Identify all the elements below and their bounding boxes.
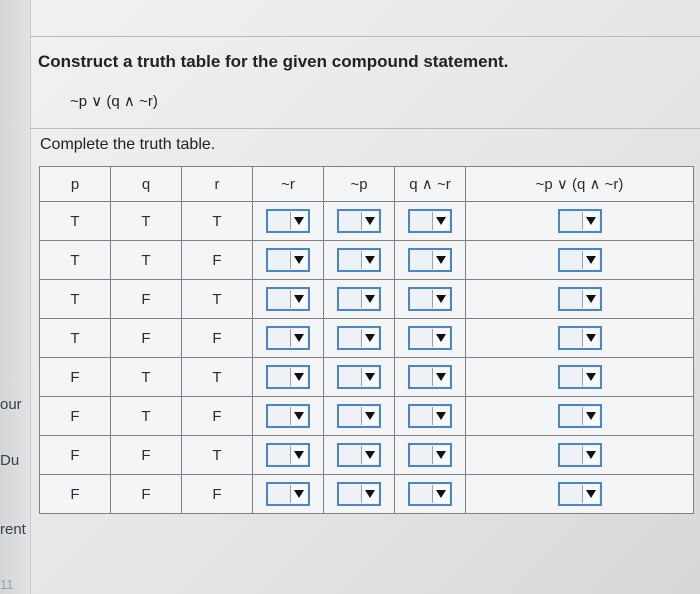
table-header-row	[40, 167, 694, 202]
cell-r: F	[182, 319, 253, 358]
chevron-down-icon	[290, 329, 307, 347]
cell-r: T	[182, 202, 253, 241]
q-and-not-r-dropdown[interactable]	[408, 209, 452, 233]
cell-p: T	[40, 241, 111, 280]
not-r-dropdown[interactable]	[266, 209, 310, 233]
chevron-down-icon	[361, 290, 378, 308]
chevron-down-icon	[361, 251, 378, 269]
chevron-down-icon	[361, 485, 378, 503]
left-panel	[0, 0, 31, 594]
compound-dropdown[interactable]	[558, 482, 602, 506]
chevron-down-icon	[582, 212, 599, 230]
not-p-dropdown[interactable]	[337, 404, 381, 428]
chevron-down-icon	[582, 290, 599, 308]
cell-q: T	[111, 358, 182, 397]
chevron-down-icon	[361, 329, 378, 347]
chevron-down-icon	[582, 446, 599, 464]
table-row	[40, 241, 694, 280]
chevron-down-icon	[432, 407, 449, 425]
chevron-down-icon	[361, 212, 378, 230]
cell-r: T	[182, 436, 253, 475]
chevron-down-icon	[361, 446, 378, 464]
cell-p: F	[40, 358, 111, 397]
question-title: Construct a truth table for the given compound statement.	[38, 52, 509, 71]
compound-dropdown[interactable]	[558, 443, 602, 467]
compound-dropdown[interactable]	[558, 326, 602, 350]
chevron-down-icon	[582, 485, 599, 503]
table-row	[40, 397, 694, 436]
cell-q: T	[111, 241, 182, 280]
q-and-not-r-dropdown[interactable]	[408, 443, 452, 467]
not-r-dropdown[interactable]	[266, 365, 310, 389]
not-p-dropdown[interactable]	[337, 248, 381, 272]
header-not-r: ~r	[253, 167, 324, 202]
cell-p: F	[40, 475, 111, 514]
cell-q: F	[111, 319, 182, 358]
not-r-dropdown[interactable]	[266, 326, 310, 350]
chevron-down-icon	[582, 368, 599, 386]
cell-r: T	[182, 358, 253, 397]
chevron-down-icon	[290, 485, 307, 503]
chevron-down-icon	[582, 329, 599, 347]
chevron-down-icon	[432, 485, 449, 503]
chevron-down-icon	[290, 368, 307, 386]
not-p-dropdown[interactable]	[337, 287, 381, 311]
compound-dropdown[interactable]	[558, 287, 602, 311]
table-row	[40, 280, 694, 319]
chevron-down-icon	[361, 407, 378, 425]
q-and-not-r-dropdown[interactable]	[408, 404, 452, 428]
left-panel-fragment-3: rent	[0, 521, 26, 538]
cell-p: T	[40, 280, 111, 319]
cell-q: F	[111, 436, 182, 475]
not-r-dropdown[interactable]	[266, 482, 310, 506]
cell-q: F	[111, 475, 182, 514]
chevron-down-icon	[432, 329, 449, 347]
q-and-not-r-dropdown[interactable]	[408, 248, 452, 272]
cell-q: T	[111, 397, 182, 436]
cell-r: T	[182, 280, 253, 319]
cell-r: F	[182, 241, 253, 280]
header-r: r	[182, 167, 253, 202]
cell-r: F	[182, 475, 253, 514]
compound-dropdown[interactable]	[558, 365, 602, 389]
compound-dropdown[interactable]	[558, 248, 602, 272]
table-row	[40, 358, 694, 397]
not-p-dropdown[interactable]	[337, 443, 381, 467]
left-panel-fragment-1: our	[0, 396, 22, 413]
not-r-dropdown[interactable]	[266, 248, 310, 272]
chevron-down-icon	[432, 446, 449, 464]
cell-p: F	[40, 397, 111, 436]
table-row	[40, 202, 694, 241]
q-and-not-r-dropdown[interactable]	[408, 365, 452, 389]
not-p-dropdown[interactable]	[337, 326, 381, 350]
cell-p: F	[40, 436, 111, 475]
chevron-down-icon	[432, 251, 449, 269]
chevron-down-icon	[290, 407, 307, 425]
not-r-dropdown[interactable]	[266, 404, 310, 428]
chevron-down-icon	[290, 251, 307, 269]
divider	[30, 36, 700, 37]
cell-q: F	[111, 280, 182, 319]
cell-p: T	[40, 202, 111, 241]
chevron-down-icon	[290, 212, 307, 230]
chevron-down-icon	[582, 251, 599, 269]
cell-r: F	[182, 397, 253, 436]
divider	[30, 128, 700, 129]
not-p-dropdown[interactable]	[337, 482, 381, 506]
chevron-down-icon	[290, 446, 307, 464]
chevron-down-icon	[432, 368, 449, 386]
header-q: q	[111, 167, 182, 202]
not-p-dropdown[interactable]	[337, 365, 381, 389]
chevron-down-icon	[582, 407, 599, 425]
compound-dropdown[interactable]	[558, 209, 602, 233]
chevron-down-icon	[290, 290, 307, 308]
chevron-down-icon	[432, 290, 449, 308]
chevron-down-icon	[432, 212, 449, 230]
chevron-down-icon	[361, 368, 378, 386]
q-and-not-r-dropdown[interactable]	[408, 326, 452, 350]
cell-q: T	[111, 202, 182, 241]
compound-dropdown[interactable]	[558, 404, 602, 428]
q-and-not-r-dropdown[interactable]	[408, 287, 452, 311]
header-not-p: ~p	[324, 167, 395, 202]
q-and-not-r-dropdown[interactable]	[408, 482, 452, 506]
left-panel-fragment-4: 11	[0, 577, 14, 592]
header-p: p	[40, 167, 111, 202]
left-panel-fragment-2: Du	[0, 452, 20, 469]
table-row	[40, 319, 694, 358]
compound-statement: ~p ∨ (q ∧ ~r)	[70, 93, 158, 110]
not-r-dropdown[interactable]	[266, 287, 310, 311]
instruction-text: Complete the truth table.	[40, 136, 216, 153]
truth-table	[39, 166, 694, 514]
table-row	[40, 475, 694, 514]
cell-p: T	[40, 319, 111, 358]
table-row	[40, 436, 694, 475]
header-q-and-not-r: q ∧ ~r	[395, 167, 466, 202]
not-p-dropdown[interactable]	[337, 209, 381, 233]
header-compound: ~p ∨ (q ∧ ~r)	[466, 167, 694, 202]
not-r-dropdown[interactable]	[266, 443, 310, 467]
